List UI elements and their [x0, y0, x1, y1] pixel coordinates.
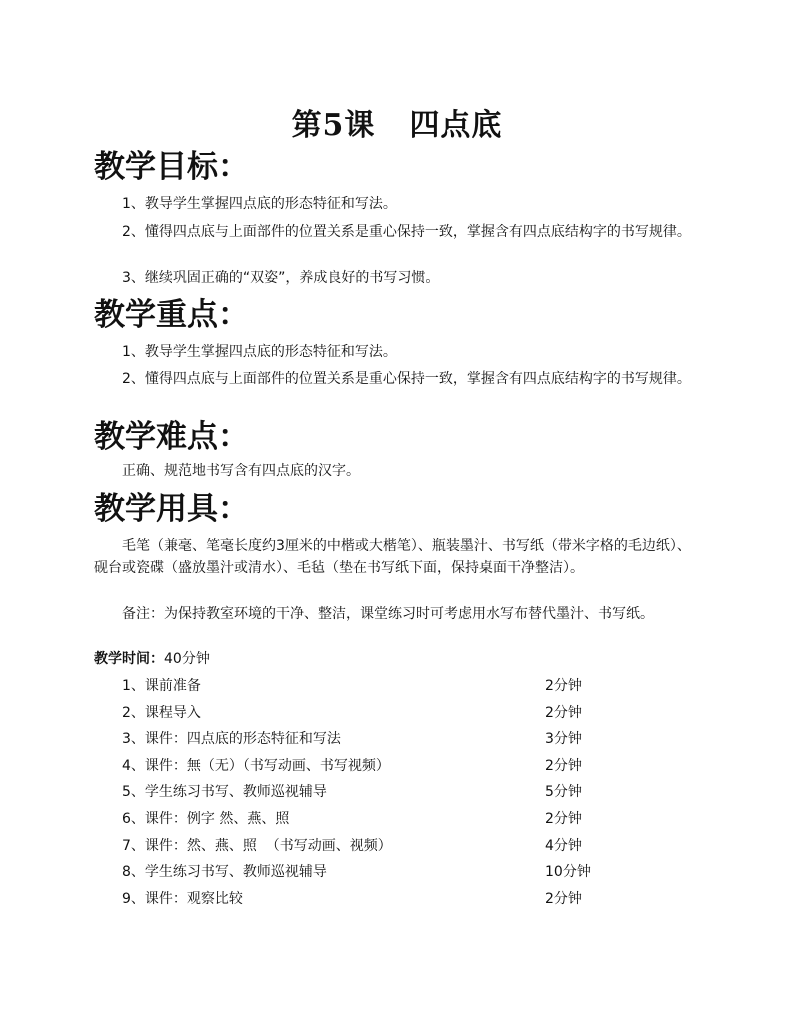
key-point-item-2: 2、懂得四点底与上面部件的位置关系是重心保持一致，掌握含有四点底结构字的书写规律。	[122, 371, 691, 387]
objectives-heading: 教学目标：	[94, 149, 249, 185]
schedule-row	[122, 781, 602, 808]
schedule-row	[122, 835, 602, 862]
difficulties-heading: 教学难点：	[94, 419, 249, 455]
schedule-step: 5、学生练习书写、教师巡视辅导	[122, 784, 327, 801]
schedule-row	[122, 808, 602, 835]
objective-item-1: 1、教导学生掌握四点底的形态特征和写法。	[122, 196, 397, 212]
schedule-duration: 2分钟	[545, 678, 582, 694]
schedule-row	[122, 702, 602, 729]
teaching-time-label: 教学时间：	[94, 651, 164, 667]
objective-item-3: 3、继续巩固正确的“双姿”，养成良好的书写习惯。	[122, 270, 440, 286]
key-point-item-1: 1、教导学生掌握四点底的形态特征和写法。	[122, 344, 397, 360]
schedule-step: 7、课件：然、燕、照 （书写动画、视频）	[122, 837, 392, 854]
schedule-row	[122, 675, 602, 702]
schedule-row	[122, 861, 602, 888]
schedule-list	[122, 675, 602, 914]
schedule-duration: 5分钟	[545, 784, 582, 801]
tools-item-1: 毛笔（兼毫、笔毫长度约3厘米的中楷或大楷笔）、瓶装墨汁、书写纸（带米字格的毛边纸）、砚台或瓷碟（盛放墨汁或清水）、毛毡（垫在书写纸下面，保持桌面干净整洁）。	[94, 538, 691, 576]
schedule-duration: 2分钟	[545, 810, 582, 827]
schedule-duration: 2分钟	[545, 890, 582, 907]
schedule-duration: 2分钟	[545, 704, 582, 721]
lesson-title	[0, 100, 794, 144]
schedule-step: 6、课件：例字 然、燕、照	[122, 810, 290, 827]
schedule-duration: 10分钟	[545, 864, 591, 881]
schedule-duration: 4分钟	[545, 837, 582, 854]
difficulty-item-1: 正确、规范地书写含有四点底的汉字。	[122, 463, 360, 479]
objective-item-2: 2、懂得四点底与上面部件的位置关系是重心保持一致，掌握含有四点底结构字的书写规律。	[122, 224, 691, 240]
tools-heading: 教学用具：	[94, 491, 249, 527]
key-points-heading: 教学重点：	[94, 297, 249, 333]
schedule-step: 3、课件：四点底的形态特征和写法	[122, 731, 341, 748]
schedule-row	[122, 728, 602, 755]
teaching-time-value: 40分钟	[164, 651, 210, 667]
tools-note: 备注：为保持教室环境的干净、整洁，课堂练习时可考虑用水写布替代墨汁、书写纸。	[122, 606, 654, 622]
schedule-duration: 3分钟	[545, 731, 582, 748]
schedule-row	[122, 888, 602, 915]
schedule-step: 4、课件：無（无）（书写动画、书写视频）	[122, 757, 390, 774]
lesson-topic: 四点底	[409, 108, 503, 143]
schedule-duration: 2分钟	[545, 757, 582, 774]
lesson-number: 第5课	[291, 108, 376, 143]
schedule-row	[122, 755, 602, 782]
schedule-step: 2、课程导入	[122, 704, 201, 721]
schedule-step: 1、课前准备	[122, 678, 201, 694]
schedule-step: 9、课件：观察比较	[122, 890, 243, 907]
teaching-time	[94, 648, 210, 670]
schedule-step: 8、学生练习书写、教师巡视辅导	[122, 864, 327, 881]
